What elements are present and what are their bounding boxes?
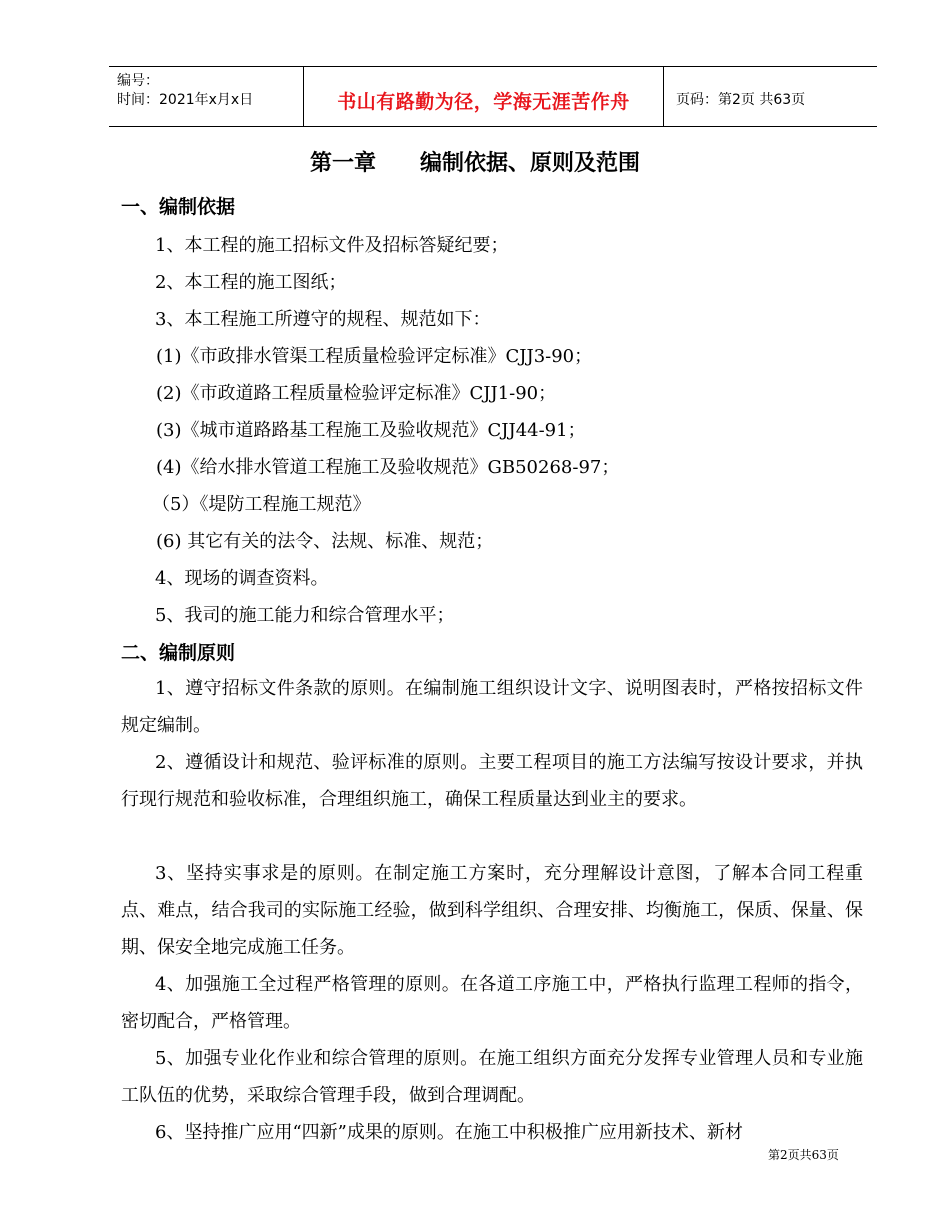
time-label: 时间：2021年x月x日 [117, 92, 254, 108]
list-item: (1)《市政排水管渠工程质量检验评定标准》CJJ3-90； [156, 346, 593, 367]
list-item: (3)《城市道路路基工程施工及验收规范》CJJ44-91； [156, 420, 586, 441]
list-item: 5、我司的施工能力和综合管理水平； [155, 605, 455, 626]
list-item: 3、本工程施工所遵守的规程、规范如下： [155, 309, 491, 330]
principle-paragraph: 1、遵守招标文件条款的原则。在编制施工组织设计文字、说明图表时，严格按招标文件规定编制。 [121, 678, 863, 736]
section-heading-basis: 一、编制依据 [121, 196, 236, 218]
list-item: 1、本工程的施工招标文件及招标答疑纪要； [155, 235, 509, 256]
section-heading-principles: 二、编制原则 [121, 642, 236, 664]
principle-paragraph: 3、坚持实事求是的原则。在制定施工方案时，充分理解设计意图，了解本合同工程重点、难点，结合我司的实际施工经验，做到科学组织、合理安排、均衡施工，保质、保量、保期、保安全地完成施工任务。 [121, 863, 863, 958]
list-item: (2)《市政道路工程质量检验评定标准》CJJ1-90； [156, 383, 557, 404]
page-label: 页码：第2页 共63页 [676, 92, 806, 108]
list-item: 4、现场的调查资料。 [155, 568, 329, 589]
page-footer: 第2页共63页 [768, 1148, 839, 1162]
number-label: 编号： [117, 73, 159, 89]
principle-paragraph: 4、加强施工全过程严格管理的原则。在各道工序施工中，严格执行监理工程师的指令，密切配合，严格管理。 [121, 974, 863, 1032]
list-item: (6) 其它有关的法令、法规、标准、规范； [156, 531, 494, 552]
header-info-cell [109, 67, 304, 126]
list-item: 2、本工程的施工图纸； [155, 272, 347, 293]
header-page-cell [664, 67, 877, 126]
motto-text: 书山有路勤为径，学海无涯苦作舟 [337, 91, 630, 113]
principle-paragraph: 6、坚持推广应用“四新”成果的原则。在施工中积极推广应用新技术、新材 [155, 1122, 743, 1143]
principle-paragraph: 2、遵循设计和规范、验评标准的原则。主要工程项目的施工方法编写按设计要求，并执行现行规范和验收标准，合理组织施工，确保工程质量达到业主的要求。 [121, 752, 863, 810]
list-item: （5）《堤防工程施工规范》 [152, 494, 371, 515]
list-item: (4)《给水排水管道工程施工及验收规范》GB50268-97； [156, 457, 620, 478]
chapter-title: 第一章 编制依据、原则及范围 [309, 151, 640, 176]
principle-paragraph: 5、加强专业化作业和综合管理的原则。在施工组织方面充分发挥专业管理人员和专业施工队伍的优势，采取综合管理手段，做到合理调配。 [121, 1048, 863, 1106]
header-motto-cell [304, 67, 664, 126]
header-table [109, 66, 877, 127]
